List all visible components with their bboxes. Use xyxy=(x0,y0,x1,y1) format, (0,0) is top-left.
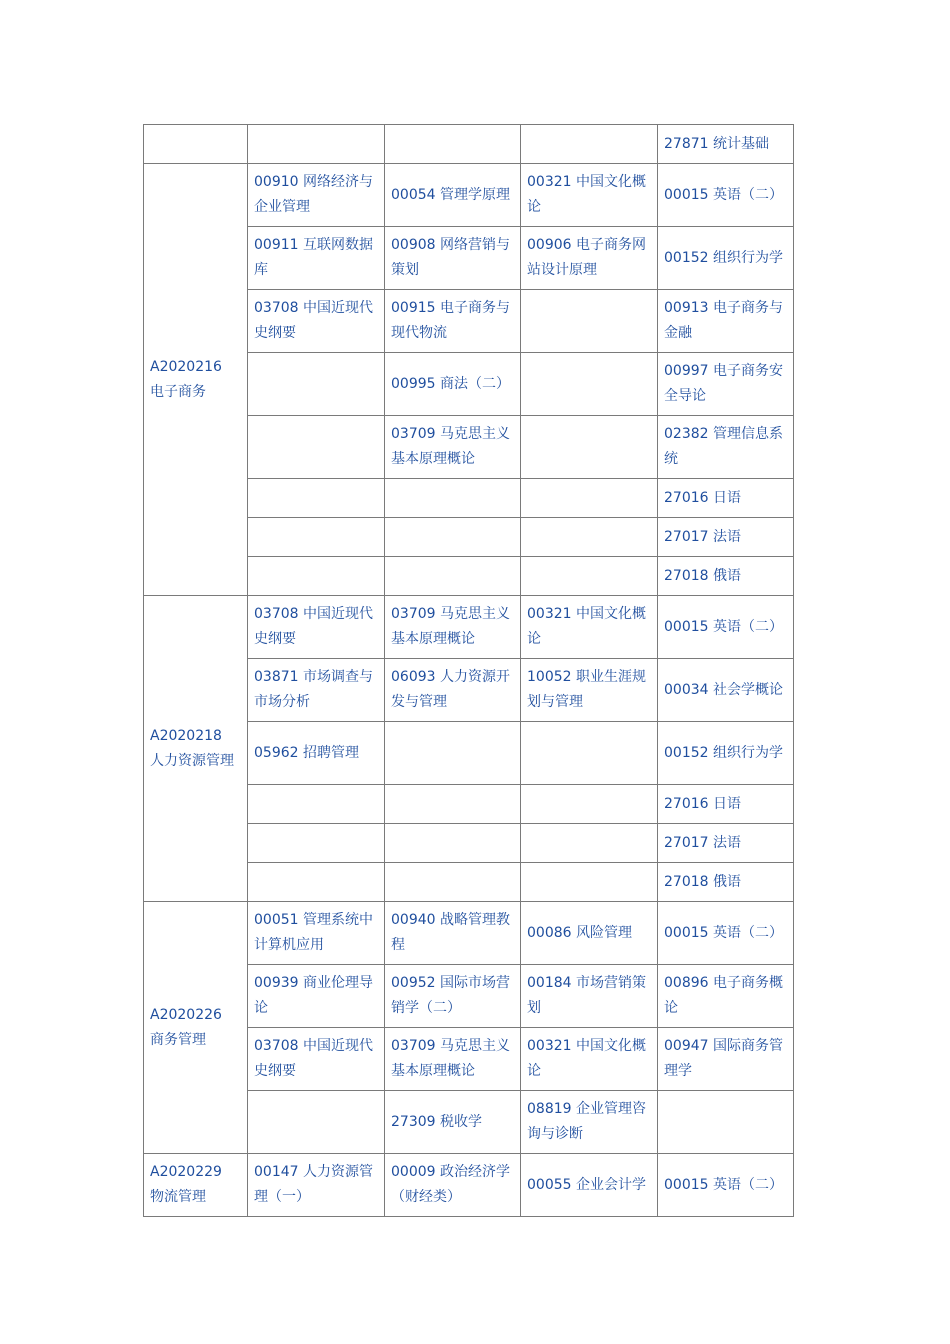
course-cell: 00896 电子商务概论 xyxy=(658,965,794,1028)
course-cell: 03871 市场调查与市场分析 xyxy=(248,659,385,722)
course-cell: 00939 商业伦理导论 xyxy=(248,965,385,1028)
course-cell: 00995 商法（二） xyxy=(385,353,521,416)
course-cell: 27018 俄语 xyxy=(658,863,794,902)
course-cell xyxy=(385,518,521,557)
course-cell: 00051 管理系统中计算机应用 xyxy=(248,902,385,965)
course-cell: 02382 管理信息系统 xyxy=(658,416,794,479)
course-cell xyxy=(385,824,521,863)
course-cell xyxy=(521,785,658,824)
course-cell: 00015 英语（二） xyxy=(658,1154,794,1217)
table-row xyxy=(144,164,794,227)
course-cell xyxy=(521,290,658,353)
major-code: A2020218 xyxy=(150,727,222,744)
course-cell: 08819 企业管理咨询与诊断 xyxy=(521,1091,658,1154)
course-cell xyxy=(385,785,521,824)
course-cell: 00009 政治经济学（财经类） xyxy=(385,1154,521,1217)
course-cell xyxy=(521,722,658,785)
course-cell: 06093 人力资源开发与管理 xyxy=(385,659,521,722)
table-row xyxy=(144,125,794,164)
course-cell xyxy=(385,557,521,596)
course-cell xyxy=(658,1091,794,1154)
course-cell: 03709 马克思主义基本原理概论 xyxy=(385,1028,521,1091)
course-cell: 00913 电子商务与金融 xyxy=(658,290,794,353)
course-cell xyxy=(521,824,658,863)
course-cell xyxy=(248,416,385,479)
major-code: A2020216 xyxy=(150,358,222,375)
course-cell: 00055 企业会计学 xyxy=(521,1154,658,1217)
table-row xyxy=(144,902,794,965)
course-cell: 00321 中国文化概论 xyxy=(521,164,658,227)
course-cell: 00152 组织行为学 xyxy=(658,722,794,785)
major-code: A2020226 xyxy=(150,1006,222,1023)
course-cell xyxy=(248,557,385,596)
course-cell xyxy=(248,353,385,416)
course-cell xyxy=(521,557,658,596)
course-cell: 03709 马克思主义基本原理概论 xyxy=(385,596,521,659)
course-cell xyxy=(248,863,385,902)
table-cell: 27871 统计基础 xyxy=(658,125,794,164)
major-cell xyxy=(144,596,248,902)
course-cell xyxy=(248,518,385,557)
table-cell xyxy=(144,125,248,164)
course-cell: 00034 社会学概论 xyxy=(658,659,794,722)
table-cell xyxy=(248,125,385,164)
major-cell xyxy=(144,1154,248,1217)
course-cell xyxy=(521,518,658,557)
course-cell: 27016 日语 xyxy=(658,479,794,518)
major-name: 电子商务 xyxy=(150,383,206,400)
course-table xyxy=(143,124,794,1217)
course-cell: 00940 战略管理教程 xyxy=(385,902,521,965)
course-cell: 00184 市场营销策划 xyxy=(521,965,658,1028)
course-cell: 00906 电子商务网站设计原理 xyxy=(521,227,658,290)
course-cell xyxy=(248,479,385,518)
table-cell xyxy=(385,125,521,164)
course-cell: 27017 法语 xyxy=(658,824,794,863)
major-cell xyxy=(144,164,248,596)
course-cell: 00015 英语（二） xyxy=(658,164,794,227)
course-cell xyxy=(521,479,658,518)
course-cell xyxy=(248,1091,385,1154)
course-cell: 03708 中国近现代史纲要 xyxy=(248,290,385,353)
course-cell: 00054 管理学原理 xyxy=(385,164,521,227)
course-cell: 27017 法语 xyxy=(658,518,794,557)
table-body xyxy=(144,125,794,1217)
major-name: 人力资源管理 xyxy=(150,752,234,769)
course-cell xyxy=(248,824,385,863)
course-cell: 05962 招聘管理 xyxy=(248,722,385,785)
course-cell: 00997 电子商务安全导论 xyxy=(658,353,794,416)
course-cell xyxy=(385,479,521,518)
course-cell: 00086 风险管理 xyxy=(521,902,658,965)
course-cell: 27018 俄语 xyxy=(658,557,794,596)
course-cell xyxy=(521,863,658,902)
course-cell xyxy=(248,785,385,824)
major-cell xyxy=(144,902,248,1154)
course-cell: 00321 中国文化概论 xyxy=(521,596,658,659)
course-cell xyxy=(385,863,521,902)
course-cell: 27309 税收学 xyxy=(385,1091,521,1154)
course-cell: 10052 职业生涯规划与管理 xyxy=(521,659,658,722)
course-cell: 00015 英语（二） xyxy=(658,902,794,965)
major-code: A2020229 xyxy=(150,1164,222,1180)
course-cell: 00911 互联网数据库 xyxy=(248,227,385,290)
course-cell xyxy=(385,722,521,785)
table-row xyxy=(144,1154,794,1217)
table-cell xyxy=(521,125,658,164)
course-cell: 00015 英语（二） xyxy=(658,596,794,659)
course-cell: 00947 国际商务管理学 xyxy=(658,1028,794,1091)
course-cell: 03708 中国近现代史纲要 xyxy=(248,596,385,659)
course-cell xyxy=(521,353,658,416)
course-cell: 00147 人力资源管理（一） xyxy=(248,1154,385,1217)
course-cell: 00910 网络经济与企业管理 xyxy=(248,164,385,227)
course-cell: 00908 网络营销与策划 xyxy=(385,227,521,290)
course-cell: 03708 中国近现代史纲要 xyxy=(248,1028,385,1091)
major-name: 物流管理 xyxy=(150,1189,206,1205)
course-cell xyxy=(521,416,658,479)
course-cell: 00915 电子商务与现代物流 xyxy=(385,290,521,353)
major-name: 商务管理 xyxy=(150,1031,206,1048)
course-cell: 03709 马克思主义基本原理概论 xyxy=(385,416,521,479)
table-row xyxy=(144,596,794,659)
course-cell: 00321 中国文化概论 xyxy=(521,1028,658,1091)
course-cell: 00952 国际市场营销学（二） xyxy=(385,965,521,1028)
course-cell: 27016 日语 xyxy=(658,785,794,824)
course-cell: 00152 组织行为学 xyxy=(658,227,794,290)
